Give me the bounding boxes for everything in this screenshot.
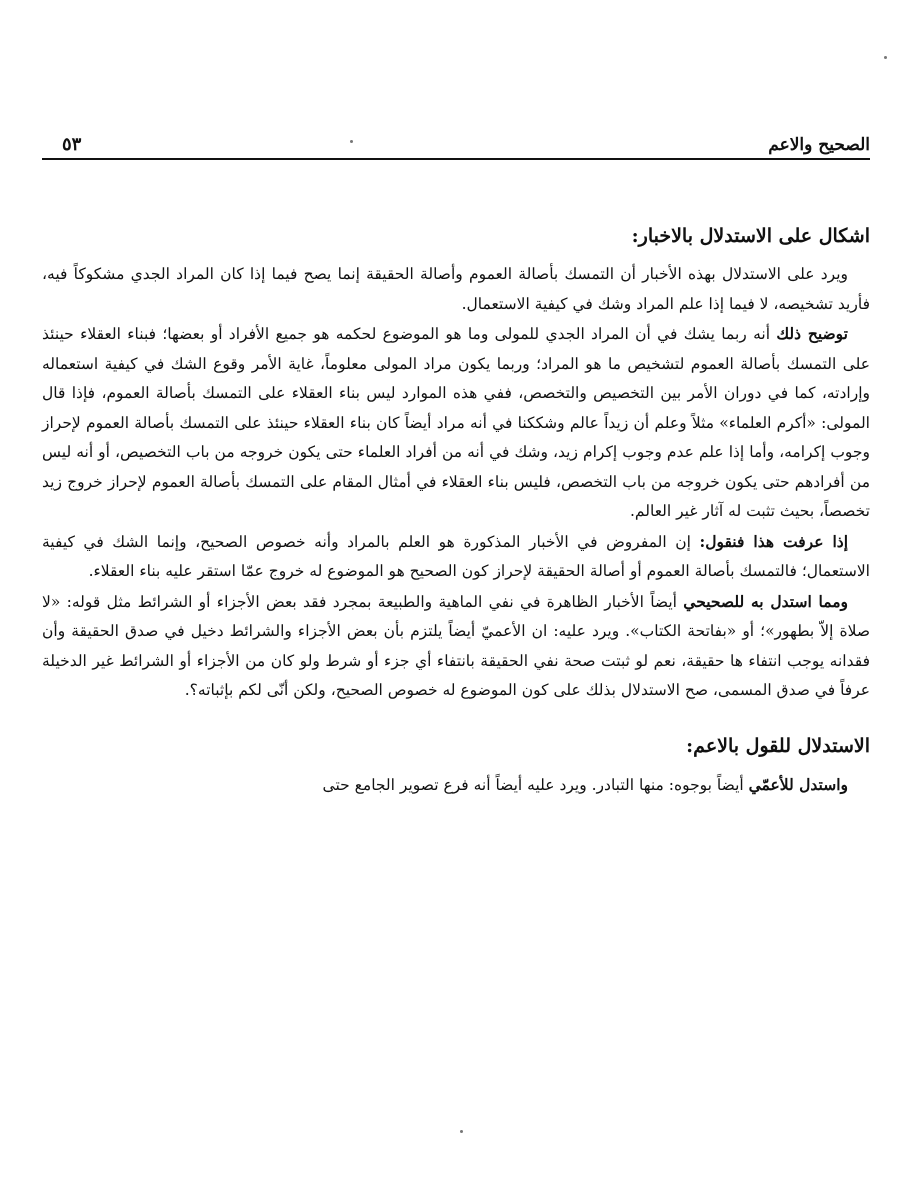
paragraph xyxy=(42,527,870,587)
paragraph-lead: واستدل للأعمّي xyxy=(748,774,848,794)
paragraph-text: ويرد على الاستدلال بهذه الأخبار أن التمسك بأصالة العموم وأصالة الحقيقة إنما يصح فيما إذا كان المراد الجدي مشكوكاً فيه، فأريد تشخيصه، لا فيما إذا علم المراد وشك في كيفية الاستعمال. xyxy=(42,265,870,313)
paragraph-lead: توضيح ذلك xyxy=(776,324,848,343)
paragraph-text: أنه ربما يشك في أن المراد الجدي للمولى وما هو الموضوع لحكمه هو جميع الأفراد أو بعضها؛ فبناء العقلاء حينئذ على التمسك بأصالة العموم لتشخيص ما هو المراد؛ وربما يكون مراد المولى معلوماً، غاية الأمر وقوع الشك في كيفية استعماله وإرادته، كما في دوران الأمر بين التخصيص والتخصص، ففي هذه الموارد ليس بناء العقلاء على التمسك بأصالة العموم، فإذا قال المولى: «أكرم العلماء» مثلاً وعلم أن زيداً عالم وشككنا في أنه مراد أيضاً كان بناء العقلاء حينئذ على التمسك بأصالة العموم لإحراز وجوب إكرامه، وأما إذا علم عدم وجوب إكرام زيد، وشك في أنه من أفراد العلماء حتى يكون خروجه من باب التخصيص، أو أنه ليس من أفرادهم حتى يكون خروجه من باب التخصص، فليس بناء العقلاء في أمثال المقام على التمسك بأصالة العموم لإحراز خروج زيد تخصصاً، بحيث تثبت له آثار غير العالم. xyxy=(42,325,870,520)
paragraph xyxy=(42,587,870,706)
paragraph-text: إن المفروض في الأخبار المذكورة هو العلم بالمراد وأنه خصوص الصحيح، وإنما الشك في كيفية الاستعمال؛ فالتمسك بأصالة العموم أو أصالة الحقيقة لإحراز كون الصحيح هو الموضوع له خروج عمّا استقر عليه بناء العقلاء. xyxy=(42,532,870,580)
section-heading-objection: اشكال على الاستدلال بالاخبار: xyxy=(631,225,870,247)
paragraph-text: أيضاً الأخبار الظاهرة في نفي الماهية والطبيعة بمجرد فقد بعض الأجزاء أو الشرائط مثل قوله: «لا صلاة إلاّ بطهور»؛ أو «بفاتحة الكتاب». ويرد عليه: ان الأعميّ أيضاً يلتزم بأن بعض الأجزاء والشرائط دخيل في صدق الحقيقة وأن فقدانه يوجب انتفاء ها حقيقة، نعم لو ثبتت صحة نفي الحقيقة بانتفاء أي جزء أو شرط ولو كان من الأجزاء أو الشرائط غير الدخيلة عرفاً في صدق المسمى، صح الاستدلال بذلك على كون الموضوع له خصوص الصحيح، ولكن أنّى لكم بإثباته؟. xyxy=(42,592,870,699)
paragraph xyxy=(42,260,870,319)
paragraph-lead: ومما استدل به للصحيحي xyxy=(683,591,848,611)
paragraph xyxy=(42,770,870,801)
page-number: ٥٣ xyxy=(62,134,82,155)
scan-speck xyxy=(460,1130,463,1133)
paragraph-lead: إذا عرفت هذا فنقول: xyxy=(699,531,848,551)
scan-speck xyxy=(350,140,353,143)
running-head xyxy=(42,132,870,158)
scan-speck xyxy=(884,56,887,59)
paragraph xyxy=(42,319,870,527)
running-head-title: الصحيح والاعم xyxy=(768,135,870,155)
section-heading-general: الاستدلال للقول بالاعم: xyxy=(686,734,870,757)
page-body xyxy=(42,218,870,800)
paragraph-text: أيضاً بوجوه: منها التبادر. ويرد عليه أيضاً أنه فرع تصوير الجامع حتى xyxy=(322,775,749,794)
header-rule xyxy=(42,158,870,160)
